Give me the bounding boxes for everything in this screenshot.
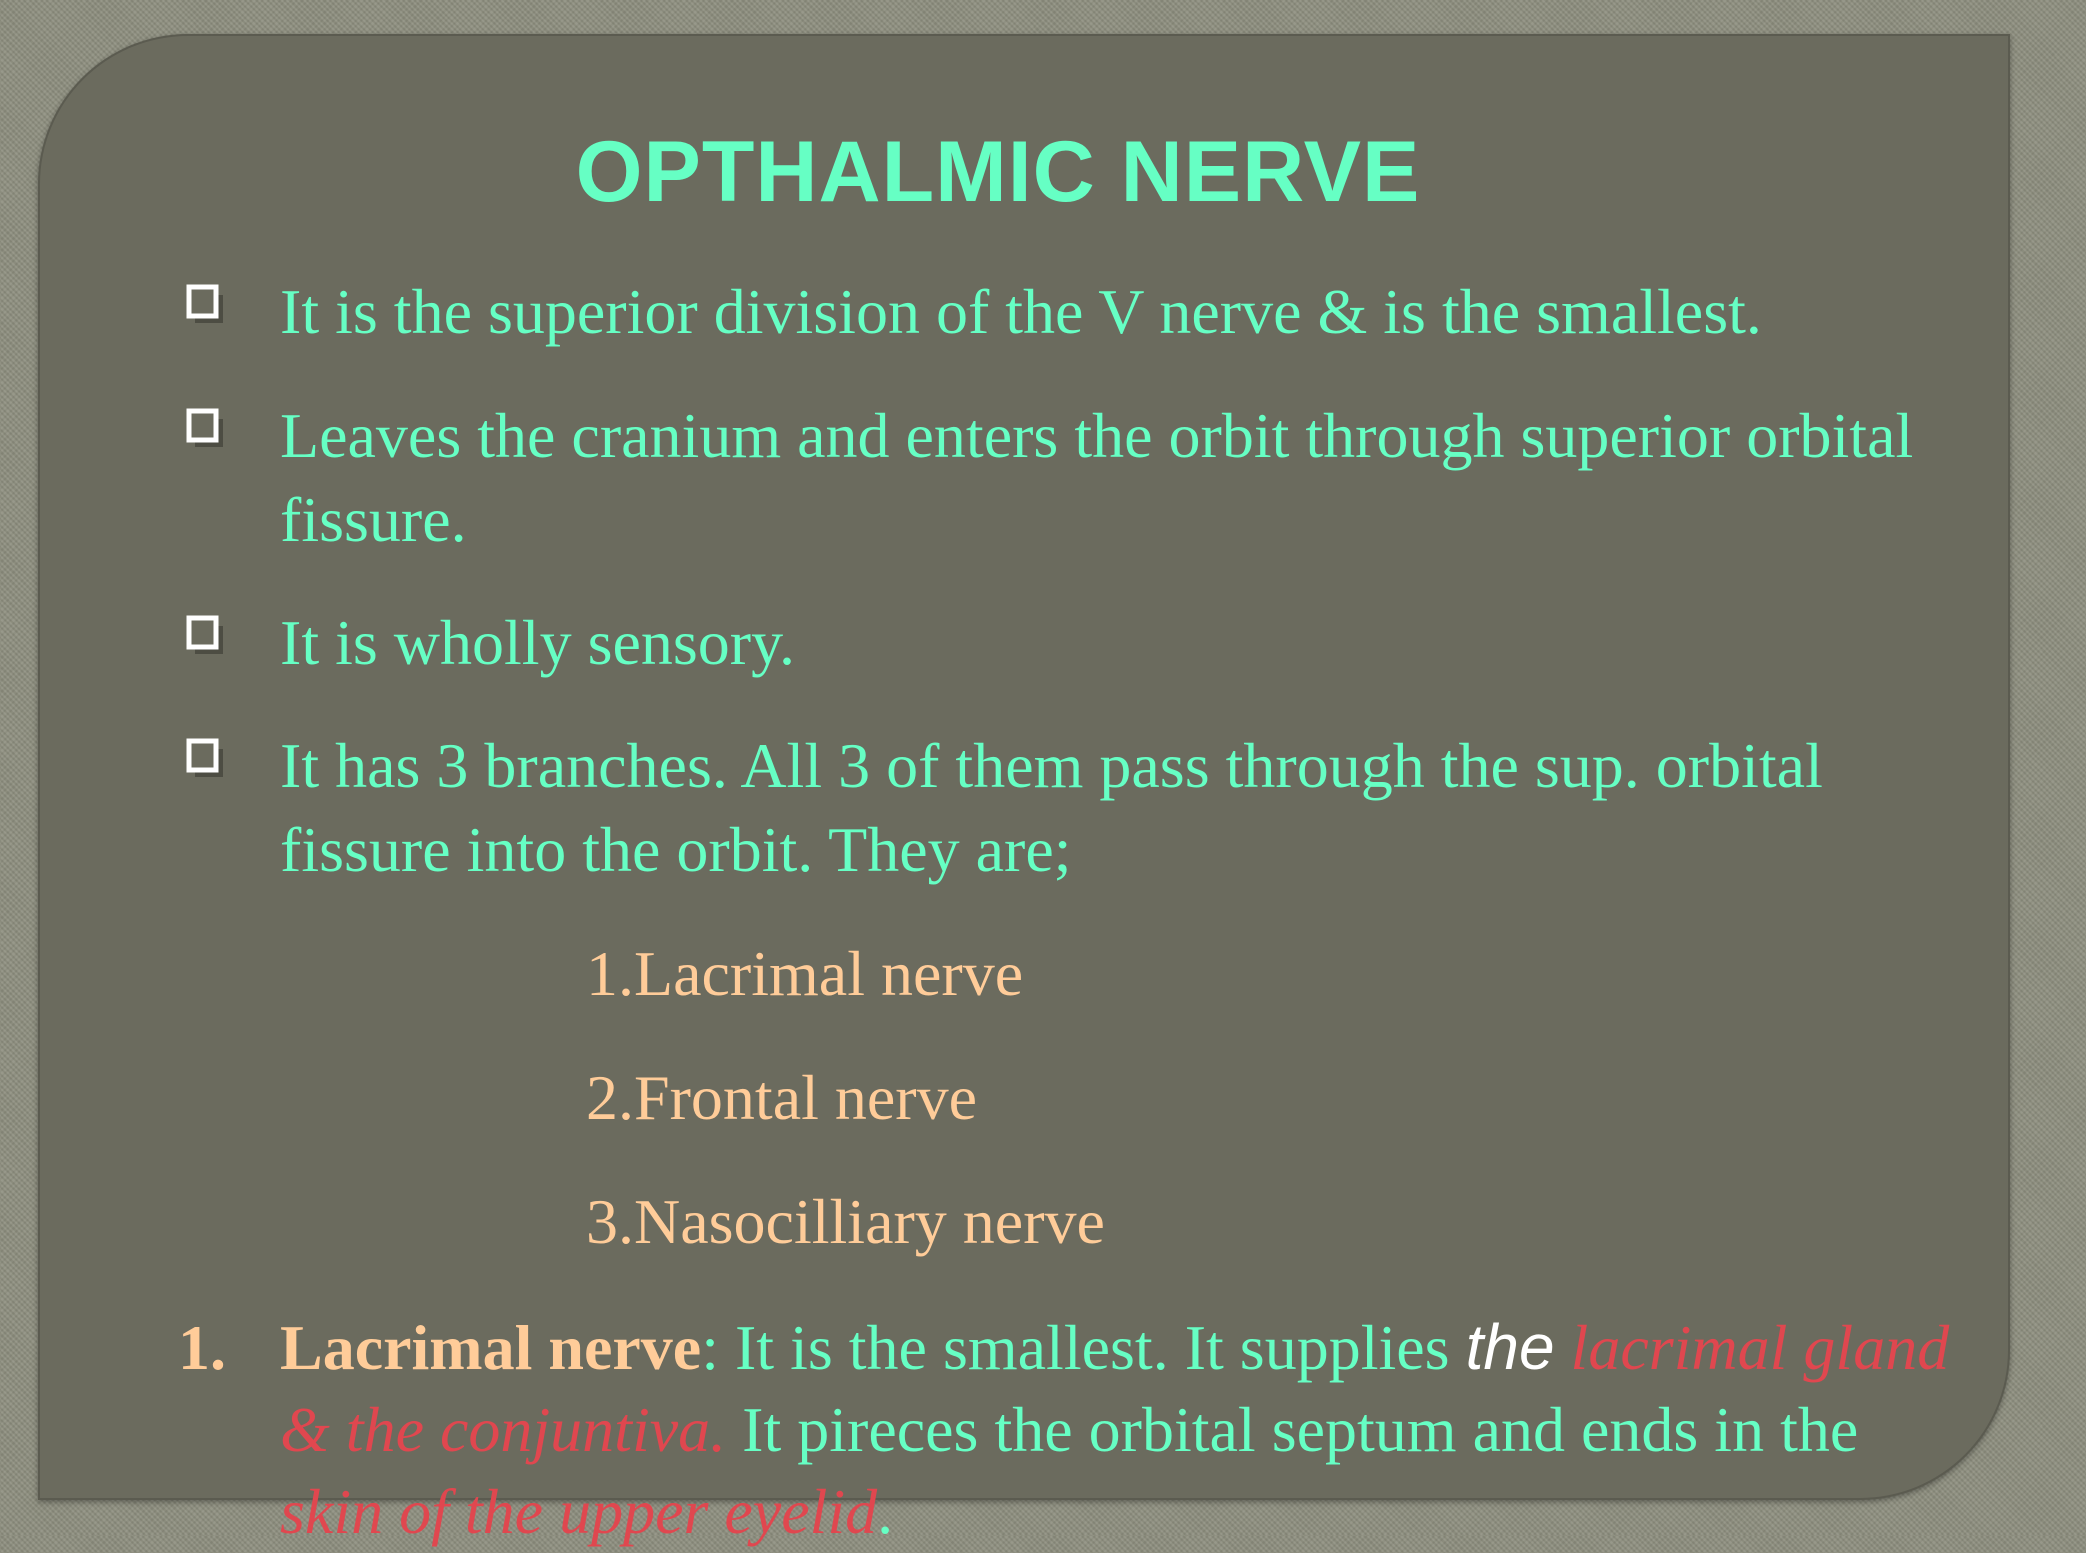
bullet-text: It is wholly sensory.: [280, 607, 795, 678]
detail-highlight-gland: lacrimal gland & the conjuntiva.: [280, 1312, 1950, 1465]
detail-mid-text: It pireces the orbital septum and ends in the: [726, 1394, 1859, 1465]
checkbox-bullet-icon: [186, 284, 224, 324]
bullet-text: Leaves the cranium and enters the orbit through superior orbital fissure.: [280, 400, 1914, 555]
detail-highlight-eyelid: skin of the upper eyelid: [280, 1476, 878, 1547]
bullet-text: It has 3 branches. All 3 of them pass through the sup. orbital fissure into the orbit. They are;: [280, 730, 1823, 885]
detail-end-text: .: [877, 1476, 894, 1547]
checkbox-bullet-icon: [186, 408, 224, 448]
detail-text: [280, 1306, 1960, 1553]
branch-list-item: 1.Lacrimal nerve: [586, 938, 1024, 1009]
slide-panel: [38, 34, 2010, 1547]
detail-colon-text: : It is the smallest. It supplies: [701, 1312, 1466, 1383]
detail-the-word: the: [1465, 1311, 1555, 1383]
checkbox-bullet-icon: [186, 615, 224, 655]
branch-list-item: 2.Frontal nerve: [586, 1062, 977, 1133]
branch-list-item: 3.Nasocilliary nerve: [586, 1186, 1105, 1257]
slide-title: OPTHALMIC NERVE: [575, 124, 1421, 220]
detail-term: Lacrimal nerve: [280, 1312, 702, 1383]
detail-space: [1555, 1312, 1571, 1383]
checkbox-bullet-icon: [186, 738, 224, 778]
detail-number: 1.: [178, 1312, 226, 1383]
bullet-text: It is the superior division of the V nerve & is the smallest.: [280, 276, 1762, 347]
